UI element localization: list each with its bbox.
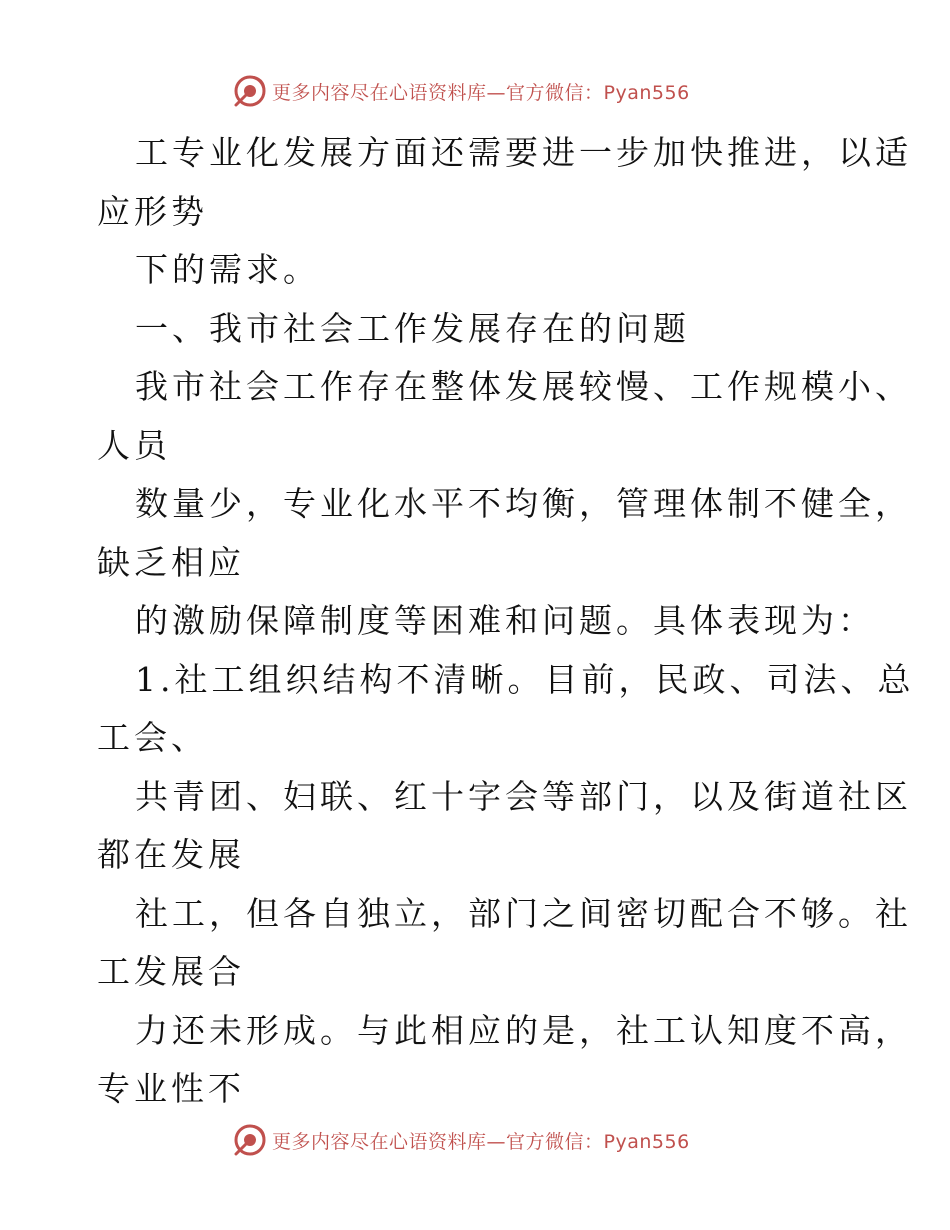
text-line: 我市社会工作存在整体发展较慢、工作规模小、	[135, 367, 912, 406]
pen-logo-icon	[232, 73, 268, 109]
text-line: 数量少，专业化水平不均衡，管理体制不健全，	[135, 484, 912, 523]
document-body	[97, 124, 915, 1119]
text-line: 人员	[97, 425, 171, 465]
text-line: 工会、	[97, 718, 208, 757]
text-line: 的激励保障制度等困难和问题。具体表现为：	[135, 601, 875, 640]
text-line: 力还未形成。与此相应的是，社工认知度不高，	[135, 1010, 912, 1050]
text-line: 一、我市社会工作发展存在的问题	[135, 308, 690, 348]
text-line: 工发展合	[97, 952, 245, 991]
watermark-text: 更多内容尽在心语资料库—官方微信：Pyan556	[272, 81, 690, 104]
footer-watermark	[232, 1120, 712, 1160]
text-line: 共青团、妇联、红十字会等部门，以及街道社区	[135, 776, 912, 816]
pen-logo-icon	[232, 1122, 268, 1158]
text-line: 下的需求。	[135, 250, 320, 289]
watermark-text: 更多内容尽在心语资料库—官方微信：Pyan556	[272, 1130, 690, 1153]
text-line: 社工，但各自独立，部门之间密切配合不够。社	[135, 893, 912, 933]
text-line: 1.社工组织结构不清晰。目前，民政、司法、总	[135, 659, 915, 699]
header-watermark	[232, 71, 712, 111]
text-line: 缺乏相应	[97, 542, 245, 582]
text-line: 都在发展	[97, 835, 245, 874]
text-line: 专业性不	[97, 1069, 245, 1108]
text-line: 应形势	[97, 191, 208, 231]
text-line: 工专业化发展方面还需要进一步加快推进，以适	[135, 133, 912, 172]
